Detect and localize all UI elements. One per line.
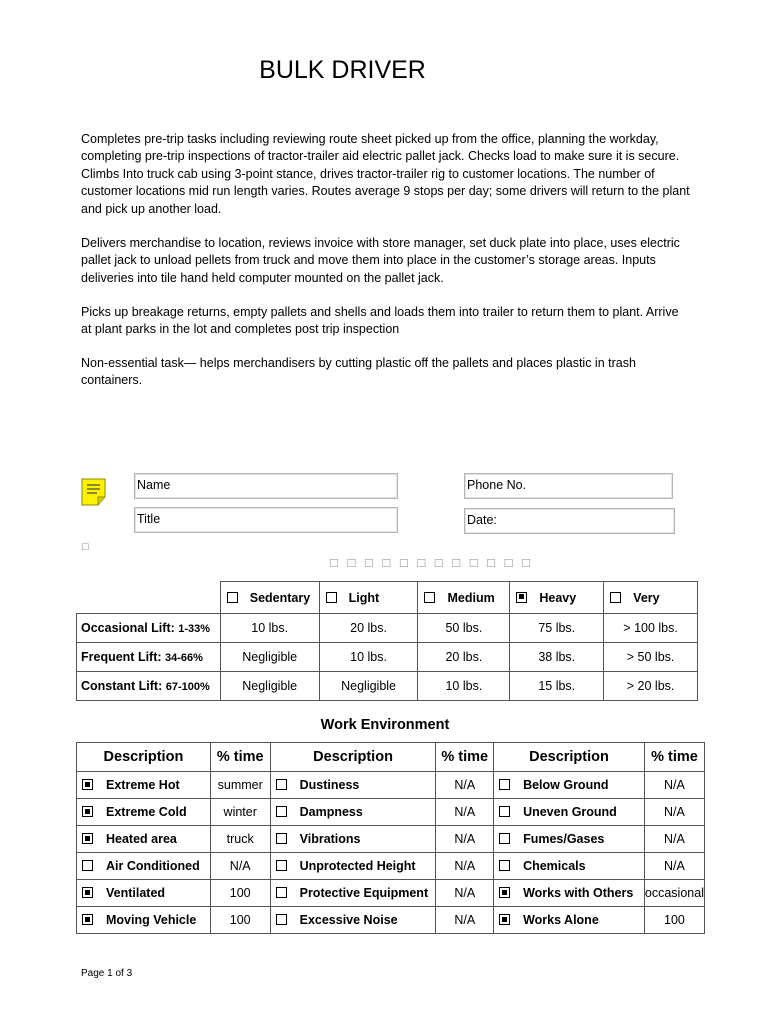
lift-cell: 38 lbs. (510, 643, 604, 672)
env-description-label: Air Conditioned (106, 859, 200, 873)
lift-cell: Negligible (220, 643, 319, 672)
env-description-label: Vibrations (299, 832, 361, 846)
lift-cell: 10 lbs. (418, 672, 510, 701)
env-time-cell: truck (210, 826, 270, 853)
env-header: % time (210, 743, 270, 772)
env-description-cell[interactable] (270, 799, 436, 826)
env-time-cell: N/A (644, 772, 704, 799)
env-time-cell: N/A (436, 853, 494, 880)
placeholder-glyph-row: □ □ □ □ □ □ □ □ □ □ □ □ (330, 555, 533, 570)
lift-row-label: Constant Lift: 67-100% (77, 672, 221, 701)
work-environment-table (76, 742, 705, 934)
lift-cell: > 50 lbs. (604, 643, 698, 672)
env-description-label: Unprotected Height (299, 859, 416, 873)
duties-paragraph-4: Non-essential task— helps merchandisers by cutting plastic off the pallets and places plastic in trash containers. (81, 356, 636, 388)
checkbox-icon[interactable] (276, 914, 287, 925)
lift-cell: 50 lbs. (418, 614, 510, 643)
env-time-cell: N/A (436, 826, 494, 853)
env-description-cell[interactable] (270, 772, 436, 799)
page-footer: Page 1 of 3 (81, 968, 133, 979)
env-description-cell[interactable] (270, 853, 436, 880)
checked-checkbox-icon[interactable] (499, 914, 510, 925)
lift-cell: 20 lbs. (319, 614, 418, 643)
lift-category-label: Medium (447, 590, 495, 605)
duties-paragraph-3: Picks up breakage returns, empty pallets and shells and loads them into trailer to return them to plant. Arrive at plant parks in the lot and completes post trip inspection (81, 305, 679, 337)
env-description-label: Extreme Hot (106, 778, 180, 792)
env-time-cell: N/A (644, 799, 704, 826)
env-description-cell[interactable] (270, 907, 436, 934)
env-description-cell[interactable] (77, 799, 211, 826)
lift-category[interactable] (418, 582, 510, 614)
env-description-cell[interactable] (77, 772, 211, 799)
env-header: Description (77, 743, 211, 772)
env-description-label: Heated area (106, 832, 177, 846)
lift-row-occasional (77, 614, 698, 643)
env-description-cell[interactable] (494, 880, 645, 907)
env-row (77, 799, 705, 826)
checkbox-icon[interactable] (499, 779, 510, 790)
env-time-cell: N/A (644, 826, 704, 853)
env-description-label: Works with Others (523, 886, 634, 900)
sticky-note-icon[interactable] (81, 478, 106, 506)
env-header: Description (270, 743, 436, 772)
title-field[interactable]: Title (134, 507, 398, 533)
checked-checkbox-icon[interactable] (82, 779, 93, 790)
checkbox-icon[interactable] (276, 806, 287, 817)
lift-cell: > 100 lbs. (604, 614, 698, 643)
env-description-label: Chemicals (523, 859, 586, 873)
lift-table (76, 581, 698, 701)
checkbox-icon[interactable] (276, 833, 287, 844)
lift-category[interactable] (319, 582, 418, 614)
env-row (77, 826, 705, 853)
checkbox-icon[interactable] (499, 806, 510, 817)
env-header: Description (494, 743, 645, 772)
env-description-label: Dampness (299, 805, 363, 819)
env-time-cell: 100 (644, 907, 704, 934)
env-description-label: Extreme Cold (106, 805, 187, 819)
lift-cell: > 20 lbs. (604, 672, 698, 701)
lift-category-label: Heavy (539, 590, 577, 605)
env-description-cell[interactable] (494, 853, 645, 880)
page-title: BULK DRIVER (259, 56, 426, 84)
lift-row-label: Frequent Lift: 34-66% (77, 643, 221, 672)
env-row (77, 853, 705, 880)
lift-category[interactable] (604, 582, 698, 614)
env-description-label: Below Ground (523, 778, 609, 792)
env-time-cell: N/A (436, 880, 494, 907)
checked-checkbox-icon[interactable] (82, 806, 93, 817)
checkbox-icon[interactable] (227, 592, 238, 603)
env-time-cell: summer (210, 772, 270, 799)
checked-checkbox-icon[interactable] (499, 887, 510, 898)
lift-cell: 10 lbs. (319, 643, 418, 672)
lift-row-label: Occasional Lift: 1-33% (77, 614, 221, 643)
env-description-cell[interactable] (77, 853, 211, 880)
checkbox-icon[interactable] (276, 887, 287, 898)
lift-cell: 15 lbs. (510, 672, 604, 701)
env-description-label: Dustiness (299, 778, 360, 792)
date-field[interactable]: Date: (464, 508, 675, 534)
env-description-cell[interactable] (494, 799, 645, 826)
checkbox-icon[interactable] (424, 592, 435, 603)
env-time-cell: N/A (436, 799, 494, 826)
work-environment-title: Work Environment (320, 717, 450, 733)
lift-row-frequent (77, 643, 698, 672)
lift-category-label: Sedentary (249, 590, 311, 605)
checkbox-icon[interactable] (326, 592, 337, 603)
name-field[interactable]: Name (134, 473, 398, 499)
env-time-cell: winter (210, 799, 270, 826)
env-description-cell[interactable] (77, 880, 211, 907)
placeholder-glyph: □ (82, 541, 89, 553)
lift-cell: 75 lbs. (510, 614, 604, 643)
env-time-cell: 100 (210, 880, 270, 907)
env-description-label: Ventilated (106, 886, 166, 900)
checkbox-icon[interactable] (276, 779, 287, 790)
env-description-cell[interactable] (270, 826, 436, 853)
env-time-cell: N/A (436, 772, 494, 799)
checked-checkbox-icon[interactable] (82, 887, 93, 898)
checkbox-icon[interactable] (276, 860, 287, 871)
env-description-label: Works Alone (523, 913, 599, 927)
env-description-label: Uneven Ground (523, 805, 617, 819)
lift-row-constant (77, 672, 698, 701)
lift-cell: Negligible (220, 672, 319, 701)
env-description-label: Fumes/Gases (523, 832, 605, 846)
checked-checkbox-icon[interactable] (82, 914, 93, 925)
lift-cell: 10 lbs. (220, 614, 319, 643)
env-row (77, 907, 705, 934)
env-description-cell[interactable] (494, 772, 645, 799)
env-time-cell: N/A (210, 853, 270, 880)
env-description-cell[interactable] (494, 826, 645, 853)
env-description-cell[interactable] (77, 826, 211, 853)
duties-paragraph-2: Delivers merchandise to location, reviews invoice with store manager, set duck plate into place, uses electric pallet jack to unload pellets from truck and move them into place in the customer’s storage areas. Inputs deliveries into tile hand held computer mounted on the pallet jack. (81, 236, 680, 285)
env-time-cell: N/A (644, 853, 704, 880)
checkbox-icon[interactable] (499, 860, 510, 871)
env-description-cell[interactable] (494, 907, 645, 934)
env-time-cell: occasional (644, 880, 704, 907)
checkbox-icon[interactable] (610, 592, 621, 603)
checked-checkbox-icon[interactable] (82, 833, 93, 844)
env-row (77, 772, 705, 799)
checkbox-icon[interactable] (499, 833, 510, 844)
env-header: % time (644, 743, 704, 772)
env-row (77, 880, 705, 907)
lift-header-blank (77, 582, 221, 614)
checked-checkbox-icon[interactable] (516, 592, 527, 603)
env-description-cell[interactable] (77, 907, 211, 934)
env-description-label: Moving Vehicle (106, 913, 197, 927)
env-header: % time (436, 743, 494, 772)
lift-cell: 20 lbs. (418, 643, 510, 672)
env-description-cell[interactable] (270, 880, 436, 907)
lift-category[interactable] (220, 582, 319, 614)
lift-category[interactable] (510, 582, 604, 614)
duties-paragraph-1: Completes pre-trip tasks including reviewing route sheet picked up from the office, planning the workday, completing pre-trip inspections of tractor-trailer aid electric pallet jack. Checks load to make sure it is secure. Climbs Into truck cab using 3-point stance, drives tractor-trailer rig to customer locations. The number of customer locations mid run length varies. Routes average 9 stops per day; some drivers will return to the plant and pick up another load. (81, 132, 690, 216)
env-time-cell: N/A (436, 907, 494, 934)
env-time-cell: 100 (210, 907, 270, 934)
lift-cell: Negligible (319, 672, 418, 701)
lift-category-label: Very (633, 590, 660, 605)
phone-field[interactable]: Phone No. (464, 473, 673, 499)
checkbox-icon[interactable] (82, 860, 93, 871)
env-description-label: Protective Equipment (299, 886, 429, 900)
lift-category-label: Light (348, 590, 380, 605)
env-description-label: Excessive Noise (299, 913, 398, 927)
